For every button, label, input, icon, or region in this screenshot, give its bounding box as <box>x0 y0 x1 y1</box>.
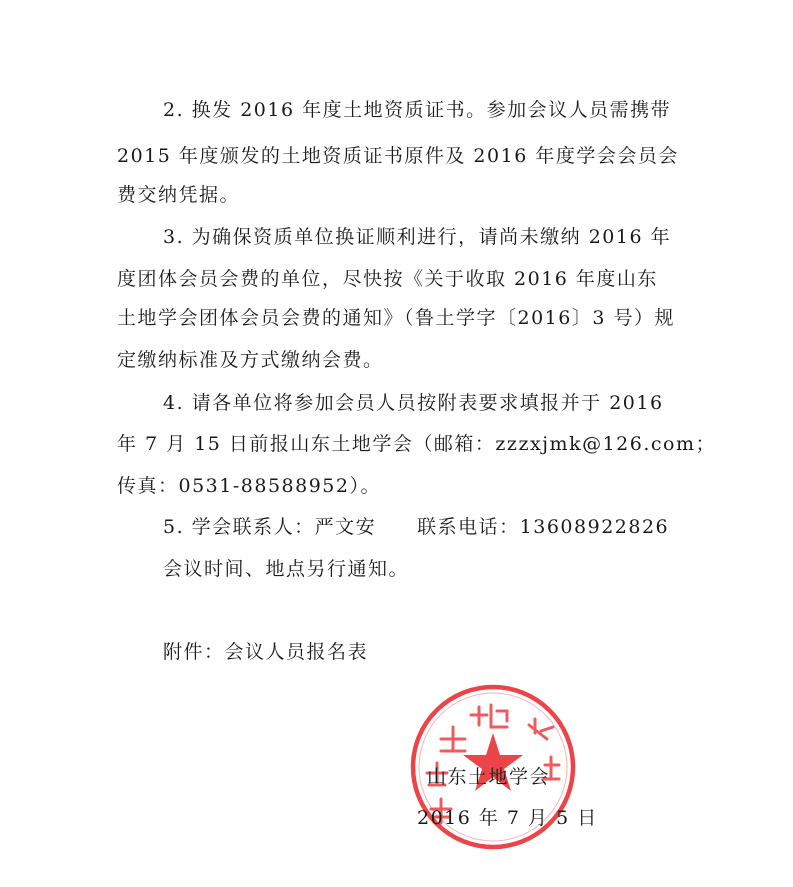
paragraph-line: 2015 年度颁发的土地资质证书原件及 2016 年度学会会员会 <box>117 145 679 167</box>
attachment-line: 附件：会议人员报名表 <box>163 641 369 663</box>
paragraph-line: 4. 请各单位将参加会员人员按附表要求填报并于 2016 <box>163 392 664 414</box>
signature-date: 2016 年 7 月 5 日 <box>417 807 598 829</box>
signature-organization: 山东土地学会 <box>427 766 551 788</box>
paragraph-line: 传真：0531-88588952）。 <box>117 475 381 497</box>
paragraph-line: 3. 为确保资质单位换证顺利进行，请尚未缴纳 2016 年 <box>163 226 672 248</box>
contact-line: 5. 学会联系人：严文安 联系电话：13608922826 <box>163 516 670 538</box>
paragraph-line: 定缴纳标准及方式缴纳会费。 <box>117 349 384 371</box>
paragraph-line: 费交纳凭据。 <box>117 184 241 206</box>
paragraph-line: 年 7 月 15 日前报山东土地学会（邮箱：zzzxjmk@126.com； <box>117 433 716 455</box>
paragraph-line: 2. 换发 2016 年度土地资质证书。参加会议人员需携带 <box>163 99 672 121</box>
paragraph-line: 会议时间、地点另行通知。 <box>163 558 410 580</box>
paragraph-line: 土地学会团体会员会费的通知》（鲁土学字〔2016〕3 号）规 <box>117 307 675 329</box>
paragraph-line: 度团体会员会费的单位，尽快按《关于收取 2016 年度山东 <box>117 268 658 290</box>
